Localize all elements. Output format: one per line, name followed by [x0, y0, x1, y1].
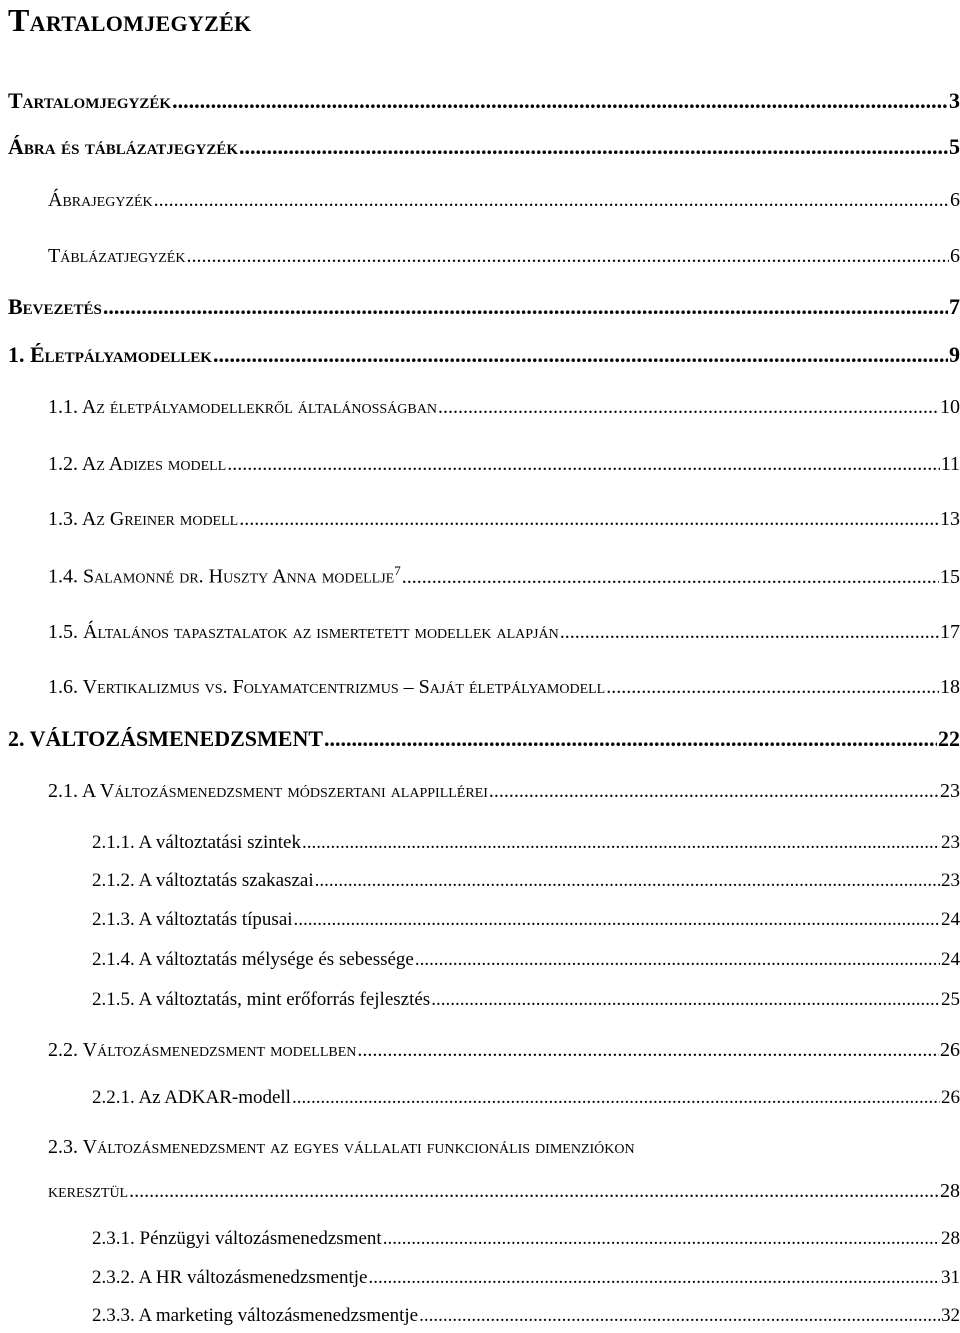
dot-leader — [489, 781, 939, 801]
toc-entry-page: 28 — [941, 1228, 960, 1249]
toc-entry-page: 6 — [950, 189, 960, 211]
toc-entry[interactable] — [8, 136, 960, 158]
toc-entry[interactable] — [48, 397, 960, 417]
toc-entry-label: 1.2. Az Adizes modell — [48, 453, 227, 475]
dot-leader — [606, 677, 939, 697]
toc-entry-page: 13 — [940, 508, 960, 530]
toc-entry-label: 2.1.1. A változtatási szintek — [92, 832, 301, 853]
toc-entry-label: 2.2. Változásmenedzsment modellben — [48, 1039, 357, 1061]
toc-entry-page: 22 — [938, 726, 960, 751]
dot-leader — [368, 1268, 940, 1287]
toc-entry[interactable] — [92, 950, 960, 969]
toc-entry-page: 5 — [949, 134, 960, 159]
toc-entry[interactable] — [92, 1268, 960, 1287]
toc-entry[interactable] — [48, 1040, 960, 1060]
toc-entry-page: 10 — [940, 396, 960, 418]
toc-entry[interactable] — [92, 833, 960, 852]
dot-leader — [186, 246, 949, 266]
toc-entry-page: 32 — [941, 1305, 960, 1326]
toc-entry[interactable] — [92, 1229, 960, 1248]
toc-entry[interactable] — [48, 1181, 960, 1201]
toc-entry-label: 2.1. A Változásmenedzsment módszertani alappillérei — [48, 780, 488, 802]
toc-entry[interactable] — [8, 344, 960, 366]
toc-entry[interactable] — [8, 90, 960, 112]
toc-entry-label: 2.1.4. A változtatás mélysége és sebessége — [92, 949, 414, 970]
toc-entry-label: 1.3. Az Greiner modell — [48, 508, 239, 530]
toc-entry-label: Ábra és táblázatjegyzék — [8, 134, 238, 159]
toc-entry-page: 25 — [941, 989, 960, 1010]
toc-entry[interactable] — [8, 728, 960, 750]
dot-leader — [103, 296, 948, 318]
toc-entry[interactable] — [48, 509, 960, 529]
toc-entry-label: 1.1. Az életpályamodellekről általánosságban — [48, 396, 437, 418]
toc-entry-label: Ábrajegyzék — [48, 189, 153, 211]
toc-entry-label: 1.6. Vertikalizmus vs. Folyamatcentrizmus – Saját életpályamodell — [48, 676, 606, 698]
dot-leader — [154, 190, 949, 210]
toc-entry-page: 9 — [949, 342, 960, 367]
toc-entry-label: 2.3.2. A HR változásmenedzsmentje — [92, 1267, 368, 1288]
dot-leader — [560, 622, 939, 642]
toc-entry[interactable] — [92, 990, 960, 1009]
toc-entry-label: Tartalomjegyzék — [8, 88, 172, 113]
toc-entry-label: 1.5. Általános tapasztalatok az ismertetett modellek alapján — [48, 621, 559, 643]
dot-leader — [431, 990, 940, 1009]
toc-entry-page: 24 — [941, 949, 960, 970]
toc-entry[interactable] — [92, 1306, 960, 1325]
toc-entry-page: 6 — [950, 245, 960, 267]
toc-entry[interactable] — [92, 871, 960, 890]
toc-entry-page: 28 — [940, 1180, 960, 1202]
dot-leader — [213, 344, 948, 366]
toc-entry[interactable] — [48, 190, 960, 210]
dot-leader — [357, 1040, 939, 1060]
toc-entry-page: 17 — [940, 621, 960, 643]
toc-entry[interactable] — [48, 454, 960, 474]
page-title: Tartalomjegyzék — [8, 2, 252, 38]
toc-entry-label: 2.3.1. Pénzügyi változásmenedzsment — [92, 1228, 382, 1249]
toc-entry-label: Bevezetés — [8, 294, 102, 319]
toc-entry-page: 31 — [941, 1267, 960, 1288]
toc-entry-page: 23 — [941, 870, 960, 891]
toc-entry[interactable] — [92, 1088, 960, 1107]
toc-entry-label: 2.1.2. A változtatás szakaszai — [92, 870, 314, 891]
dot-leader — [302, 833, 940, 852]
footnote-marker: 7 — [394, 563, 401, 578]
dot-leader — [239, 509, 939, 529]
dot-leader — [227, 454, 940, 474]
toc-entry-label: 2.1.3. A változtatás típusai — [92, 909, 293, 930]
toc-entry-page: 18 — [940, 676, 960, 698]
toc-entry-page: 26 — [940, 1039, 960, 1061]
toc-entry[interactable] — [48, 677, 960, 697]
dot-leader — [415, 950, 940, 969]
toc-entry-label — [48, 564, 401, 587]
dot-leader — [172, 90, 948, 112]
dot-leader — [383, 1229, 940, 1248]
toc-entry[interactable] — [48, 781, 960, 801]
toc-entry-page: 3 — [949, 88, 960, 113]
toc-entry-label: 2.3. Változásmenedzsment az egyes vállalati funkcionális dimenziókon — [48, 1136, 635, 1158]
toc-entry[interactable] — [48, 246, 960, 266]
dot-leader — [294, 910, 940, 929]
toc-entry-first-line[interactable] — [48, 1137, 960, 1157]
dot-leader — [315, 871, 940, 890]
toc-entry-label: 2.1.5. A változtatás, mint erőforrás fejlesztés — [92, 989, 431, 1010]
dot-leader — [402, 567, 939, 587]
toc-entry-page: 26 — [941, 1087, 960, 1108]
dot-leader — [239, 136, 948, 158]
toc-entry-page: 23 — [941, 832, 960, 853]
dot-leader — [129, 1181, 939, 1201]
dot-leader — [324, 728, 937, 750]
toc-entry-page: 15 — [940, 565, 960, 588]
dot-leader — [292, 1088, 940, 1107]
toc-entry[interactable] — [8, 296, 960, 318]
toc-entry-page: 11 — [940, 453, 960, 475]
toc-entry-label: 2.3.3. A marketing változásmenedzsmentje — [92, 1305, 419, 1326]
toc-entry[interactable] — [92, 910, 960, 929]
toc-entry[interactable] — [48, 622, 960, 642]
toc-entry-label-text: 1.4. Salamonné dr. Huszty Anna modellje — [48, 565, 395, 588]
toc-entry-label: 1. Életpályamodellek — [8, 342, 212, 367]
toc-entry-label-continued: keresztül — [48, 1180, 129, 1202]
toc-entry[interactable] — [48, 564, 960, 587]
dot-leader — [419, 1306, 940, 1325]
toc-entry-page: 7 — [949, 294, 960, 319]
toc-entry-label: Táblázatjegyzék — [48, 245, 186, 267]
toc-entry-label: 2.2.1. Az ADKAR-modell — [92, 1087, 291, 1108]
toc-entry-page: 23 — [940, 780, 960, 802]
dot-leader — [438, 397, 939, 417]
toc-entry-label: 2. VÁLTOZÁSMENEDZSMENT — [8, 726, 324, 751]
toc-entry-page: 24 — [941, 909, 960, 930]
